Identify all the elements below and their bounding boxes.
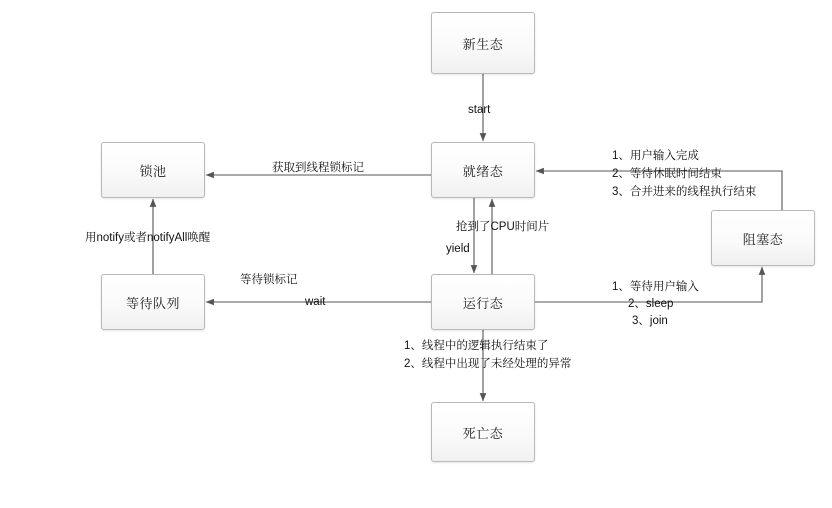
node-lock-pool[interactable] [101,142,205,198]
edge-label-dead-cause-2: 2、线程中出现了未经处理的异常 [404,358,572,370]
edge-label-acquire-lock: 获取到线程锁标记 [272,162,364,174]
edge-label-start: start [468,104,491,116]
edge-label-notify-wake: 用notify或者notifyAll唤醒 [85,232,211,244]
edge-label-dead-cause-1: 1、线程中的逻辑执行结束了 [404,340,549,352]
edge-label-blocked-cause-3: 3、join [632,315,668,327]
node-lock-pool-label: 锁池 [139,163,167,179]
node-dead-label: 死亡态 [462,425,504,441]
node-new-label: 新生态 [462,36,504,52]
edge-label-resume-cause-3: 3、合并进来的线程执行结束 [612,186,757,198]
node-dead[interactable] [431,402,535,462]
node-running[interactable] [431,274,535,330]
edge-label-blocked-cause-2: 2、sleep [628,298,674,310]
edge-label-wait: wait [305,296,326,308]
node-blocked-label: 阻塞态 [742,231,784,247]
node-blocked[interactable] [711,210,815,266]
edge-label-blocked-cause-1: 1、等待用户输入 [612,281,699,293]
edge-label-resume-cause-2: 2、等待休眠时间结束 [612,168,722,180]
node-new[interactable] [431,12,535,74]
node-running-label: 运行态 [462,295,504,311]
edge-label-resume-cause-1: 1、用户输入完成 [612,150,699,162]
node-ready-label: 就绪态 [462,163,504,179]
edge-label-cpu-time-slice: 抢到了CPU时间片 [456,221,550,233]
edge-label-yield: yield [446,243,470,255]
node-wait-queue-label: 等待队列 [125,295,180,311]
node-ready[interactable] [431,142,535,198]
node-wait-queue[interactable] [101,274,205,330]
edge-label-wait-lock-mark: 等待锁标记 [240,274,298,286]
